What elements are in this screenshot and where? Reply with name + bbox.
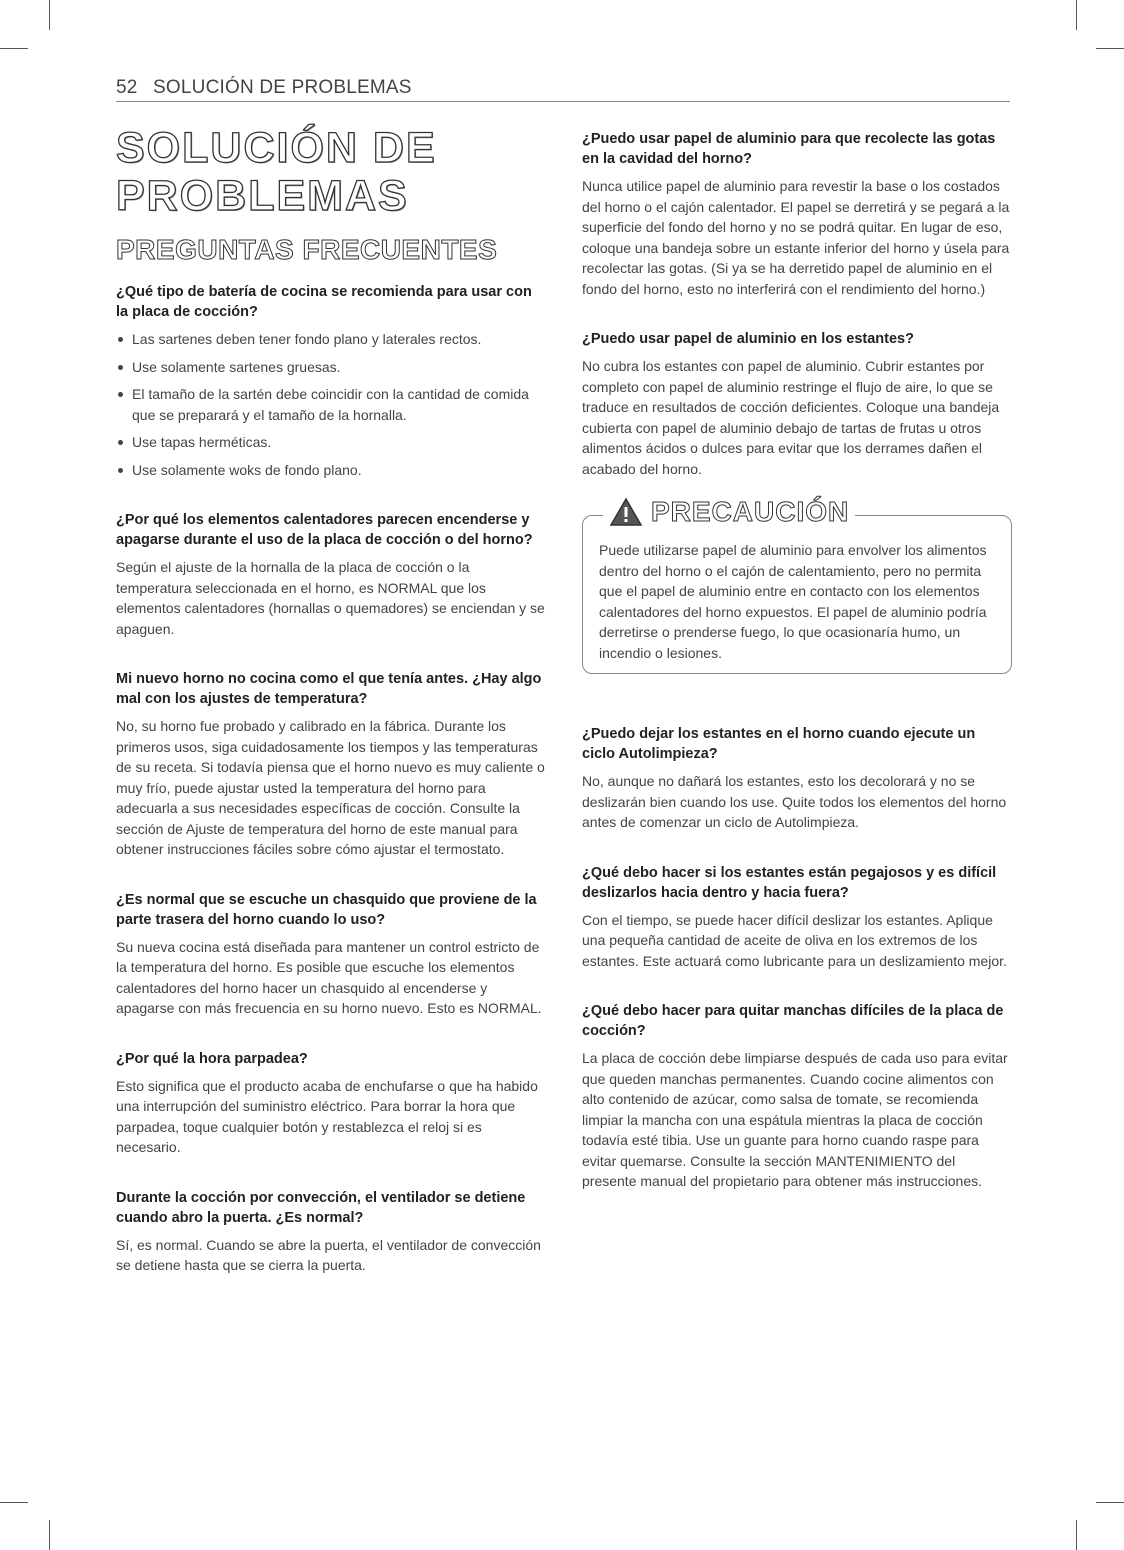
answer: La placa de cocción debe limpiarse después de cada uso para evitar que queden manchas permanentes. Cuando cocine alimentos con alto contenido de azúcar, como salsa de tomate, se recomienda limpiar la mancha con una espátula mientras la placa de cocción todavía esté tibia. Use un guante para horno cuando raspe para evitar quemarse. Consulte la sección MANTENIMIENTO del presente manual del propietario para obtener más instrucciones.	[582, 1050, 1008, 1189]
faq-convection-fan	[116, 1188, 546, 1276]
question: Mi nuevo horno no cocina como el que tenía antes. ¿Hay algo mal con los ajustes de temperatura?	[116, 671, 542, 707]
faq-foil-cavity	[582, 129, 1012, 299]
question: ¿Puedo dejar los estantes en el horno cuando ejecute un ciclo Autolimpieza?	[582, 726, 976, 762]
list-item	[116, 460, 546, 481]
bullet-list	[116, 329, 546, 480]
list-item	[116, 432, 546, 453]
page-header	[116, 77, 1010, 102]
section-subtitle: PREGUNTAS FRECUENTES	[116, 234, 498, 265]
bullet-icon	[118, 365, 123, 370]
crop-mark-bottom-left-v	[49, 1520, 50, 1550]
question: Durante la cocción por convección, el ventilador se detiene cuando abro la puerta. ¿Es normal?	[116, 1189, 526, 1226]
question: ¿Por qué los elementos calentadores parecen encenderse y apagarse durante el uso de la placa de cocción o del horno?	[116, 512, 533, 548]
bullet-icon	[118, 337, 123, 342]
question: ¿Por qué la hora parpadea?	[116, 1050, 308, 1067]
crop-mark-top-right-h	[1096, 48, 1124, 49]
answer: Según el ajuste de la hornalla de la placa de cocción o la temperatura seleccionada en el horno, es NORMAL que los elementos calentadores (hornallas o quemadores) se enciendan y se apaguen.	[116, 559, 545, 637]
question: ¿Es normal que se escuche un chasquido que proviene de la parte trasera del horno cuando lo uso?	[116, 891, 537, 928]
answer: Esto significa que el producto acaba de enchufarse o que ha habido una interrupción del suministro eléctrico. Para borrar la hora que parpadea, toque cualquier botón y restablezca el reloj si es necesario.	[116, 1077, 538, 1155]
answer: Nunca utilice papel de aluminio para revestir la base o los costados del horno o el cajón calentador. El papel se derretirá y se pegará a la superficie del fondo del horno y no se podrá quitar. En lugar de eso, coloque una bandeja sobre un estante inferior del horno y úsela para recolectar las gotas. (Si ya se ha derretido papel de aluminio en el fondo del horno, esto no interferirá con el rendimiento del horno.)	[582, 178, 1010, 297]
caution-text: Puede utilizarse papel de aluminio para envolver los alimentos dentro del horno o el cajón de calentamiento, pero no permita que el papel de aluminio entre en contacto con los elementos calentadores del horno expuestos. El papel de aluminio podría derretirse o prenderse fuego, lo que ocasionaría humo, un incendio o lesiones.	[599, 542, 987, 661]
faq-foil-racks	[582, 329, 1012, 479]
caution-title: PRECAUCIÓN	[651, 496, 850, 527]
list-item-text: Use solamente woks de fondo plano.	[132, 461, 362, 478]
bullet-icon	[118, 392, 123, 397]
page-number: 52	[116, 77, 138, 98]
question: ¿Qué debo hacer para quitar manchas difíciles de la placa de cocción?	[582, 1003, 1004, 1039]
faq-cookware	[116, 282, 546, 480]
faq-self-clean-racks	[582, 724, 1012, 833]
list-item	[116, 384, 546, 425]
page-title-line1: SOLUCIÓN DE	[116, 124, 437, 172]
question: ¿Puedo usar papel de aluminio para que recolecte las gotas en la cavidad del horno?	[582, 131, 996, 167]
crop-mark-bottom-left-h	[0, 1502, 28, 1503]
question: ¿Puedo usar papel de aluminio en los estantes?	[582, 331, 914, 347]
faq-cooktop-stains	[582, 1001, 1012, 1192]
page-title	[116, 124, 546, 220]
header-section-title: SOLUCIÓN DE PROBLEMAS	[153, 77, 412, 98]
answer: Con el tiempo, se puede hacer difícil deslizar los estantes. Aplique una pequeña cantidad de aceite de oliva en los extremos de los estantes. Este actuará como lubricante para un deslizamiento mejor.	[582, 911, 1007, 969]
list-item	[116, 357, 546, 378]
list-item-text: Use tapas herméticas.	[132, 434, 272, 450]
right-column	[582, 129, 1012, 1222]
list-item-text: Use solamente sartenes gruesas.	[132, 358, 341, 375]
page-title-line2: PROBLEMAS	[116, 172, 409, 220]
faq-clock-blinking	[116, 1049, 546, 1158]
answer: Sí, es normal. Cuando se abre la puerta, el ventilador de convección se detiene hasta que se cierra la puerta.	[116, 1236, 541, 1273]
faq-sticky-racks	[582, 863, 1012, 972]
crop-mark-top-right-v	[1076, 0, 1077, 30]
crop-mark-top-left-v	[49, 0, 50, 30]
left-column	[116, 122, 546, 1306]
answer: Su nueva cocina está diseñada para mantener un control estricto de la temperatura del horno. Es posible que escuche los elementos calentadores del horno hacer un chasquido al encenderse y apagarse con más frecuencia en su horno nuevo. Esto es NORMAL.	[116, 938, 542, 1016]
question: ¿Qué tipo de batería de cocina se recomienda para usar con la placa de cocción?	[116, 284, 532, 320]
bullet-icon	[118, 440, 123, 445]
caution-header	[603, 496, 855, 528]
list-item	[116, 329, 546, 350]
answer: No, aunque no dañará los estantes, esto los decolorará y no se deslizarán bien cuando los use. Quite todos los elementos del horno antes de comenzar un ciclo de Autolimpieza.	[582, 773, 1007, 830]
answer: No cubra los estantes con papel de aluminio. Cubrir estantes por completo con papel de aluminio restringe el flujo de aire, lo que se traduce en resultados de cocción deficientes. Coloque una bandeja cubierta con papel de aluminio debajo de tartas de frutas u otros alimentos ácidos o dulces para evitar que los derrames dañen el acabado del horno.	[582, 358, 1000, 477]
question: ¿Qué debo hacer si los estantes están pegajosos y es difícil deslizarlos hacia dentro y hacia fuera?	[582, 864, 997, 901]
faq-elements-cycle	[116, 510, 546, 639]
faq-clicking-noise	[116, 890, 546, 1019]
list-item-text: El tamaño de la sartén debe coincidir con la cantidad de comida que se preparará y el tamaño de la hornalla.	[132, 386, 529, 423]
answer: No, su horno fue probado y calibrado en la fábrica. Durante los primeros usos, siga cuidadosamente los tiempos y las temperaturas de su receta. Si todavía piensa que el horno nuevo es muy caliente o muy frío, puede ajustar usted la temperatura del horno para adecuarla a sus necesidades específicas de cocción. Consulte la sección de Ajuste de temperatura del horno de este manual para obtener instrucciones fáciles sobre cómo ajustar el termostato.	[116, 718, 545, 857]
warning-icon	[609, 497, 643, 527]
crop-mark-bottom-right-h	[1096, 1502, 1124, 1503]
list-item-text: Las sartenes deben tener fondo plano y laterales rectos.	[132, 331, 482, 347]
crop-mark-top-left-h	[0, 48, 28, 49]
faq-temperature	[116, 669, 546, 860]
bullet-icon	[118, 468, 123, 473]
caution-box	[582, 496, 1012, 674]
crop-mark-bottom-right-v	[1076, 1520, 1077, 1550]
